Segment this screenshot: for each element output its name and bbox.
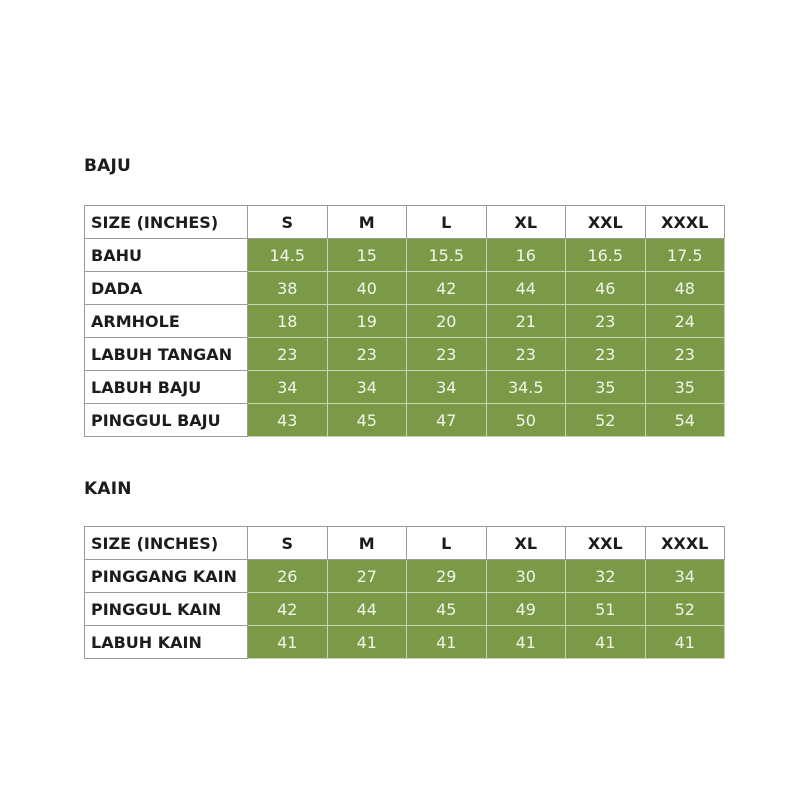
value-cell: 15.5: [407, 239, 487, 272]
value-cell: 43: [248, 404, 328, 437]
value-cell: 41: [486, 626, 566, 659]
baju-size-table: [84, 205, 725, 437]
value-cell: 34.5: [486, 371, 566, 404]
size-header-s: S: [248, 527, 328, 560]
baju-section-title: BAJU: [84, 156, 132, 176]
row-label: PINGGUL BAJU: [85, 404, 248, 437]
value-cell: 41: [407, 626, 487, 659]
value-cell: 29: [407, 560, 487, 593]
table-row: [85, 593, 725, 626]
value-cell: 26: [248, 560, 328, 593]
value-cell: 32: [566, 560, 646, 593]
table-row: [85, 626, 725, 659]
value-cell: 16: [486, 239, 566, 272]
value-cell: 16.5: [566, 239, 646, 272]
size-header-xl: XL: [486, 527, 566, 560]
table-row: [85, 338, 725, 371]
row-label: LABUH KAIN: [85, 626, 248, 659]
row-label: PINGGANG KAIN: [85, 560, 248, 593]
value-cell: 35: [566, 371, 646, 404]
table-row: [85, 560, 725, 593]
size-header-label: SIZE (INCHES): [85, 206, 248, 239]
value-cell: 38: [248, 272, 328, 305]
value-cell: 49: [486, 593, 566, 626]
value-cell: 30: [486, 560, 566, 593]
value-cell: 19: [327, 305, 407, 338]
table-row: [85, 305, 725, 338]
value-cell: 23: [407, 338, 487, 371]
table-header-row: [85, 527, 725, 560]
value-cell: 41: [566, 626, 646, 659]
size-header-s: S: [248, 206, 328, 239]
size-header-m: M: [327, 527, 407, 560]
value-cell: 42: [248, 593, 328, 626]
size-header-xl: XL: [486, 206, 566, 239]
value-cell: 51: [566, 593, 646, 626]
size-header-xxl: XXL: [566, 206, 646, 239]
value-cell: 46: [566, 272, 646, 305]
value-cell: 35: [645, 371, 725, 404]
value-cell: 52: [645, 593, 725, 626]
value-cell: 45: [327, 404, 407, 437]
row-label: BAHU: [85, 239, 248, 272]
size-header-label: SIZE (INCHES): [85, 527, 248, 560]
value-cell: 41: [327, 626, 407, 659]
value-cell: 23: [645, 338, 725, 371]
value-cell: 21: [486, 305, 566, 338]
value-cell: 44: [486, 272, 566, 305]
value-cell: 18: [248, 305, 328, 338]
value-cell: 24: [645, 305, 725, 338]
value-cell: 41: [248, 626, 328, 659]
table-header-row: [85, 206, 725, 239]
size-header-m: M: [327, 206, 407, 239]
value-cell: 23: [486, 338, 566, 371]
size-header-xxxl: XXXL: [645, 206, 725, 239]
value-cell: 20: [407, 305, 487, 338]
value-cell: 47: [407, 404, 487, 437]
size-header-l: L: [407, 527, 487, 560]
value-cell: 34: [645, 560, 725, 593]
value-cell: 23: [248, 338, 328, 371]
value-cell: 48: [645, 272, 725, 305]
row-label: LABUH BAJU: [85, 371, 248, 404]
value-cell: 34: [327, 371, 407, 404]
table-row: [85, 404, 725, 437]
value-cell: 34: [248, 371, 328, 404]
value-cell: 50: [486, 404, 566, 437]
kain-size-table: [84, 526, 725, 659]
value-cell: 52: [566, 404, 646, 437]
row-label: DADA: [85, 272, 248, 305]
value-cell: 15: [327, 239, 407, 272]
row-label: PINGGUL KAIN: [85, 593, 248, 626]
value-cell: 23: [327, 338, 407, 371]
table-row: [85, 272, 725, 305]
value-cell: 34: [407, 371, 487, 404]
value-cell: 40: [327, 272, 407, 305]
value-cell: 17.5: [645, 239, 725, 272]
value-cell: 45: [407, 593, 487, 626]
value-cell: 27: [327, 560, 407, 593]
size-header-xxl: XXL: [566, 527, 646, 560]
kain-section-title: KAIN: [84, 479, 132, 499]
value-cell: 54: [645, 404, 725, 437]
value-cell: 41: [645, 626, 725, 659]
table-row: [85, 239, 725, 272]
table-row: [85, 371, 725, 404]
size-header-xxxl: XXXL: [645, 527, 725, 560]
value-cell: 42: [407, 272, 487, 305]
row-label: ARMHOLE: [85, 305, 248, 338]
value-cell: 23: [566, 305, 646, 338]
value-cell: 14.5: [248, 239, 328, 272]
value-cell: 23: [566, 338, 646, 371]
size-header-l: L: [407, 206, 487, 239]
row-label: LABUH TANGAN: [85, 338, 248, 371]
value-cell: 44: [327, 593, 407, 626]
